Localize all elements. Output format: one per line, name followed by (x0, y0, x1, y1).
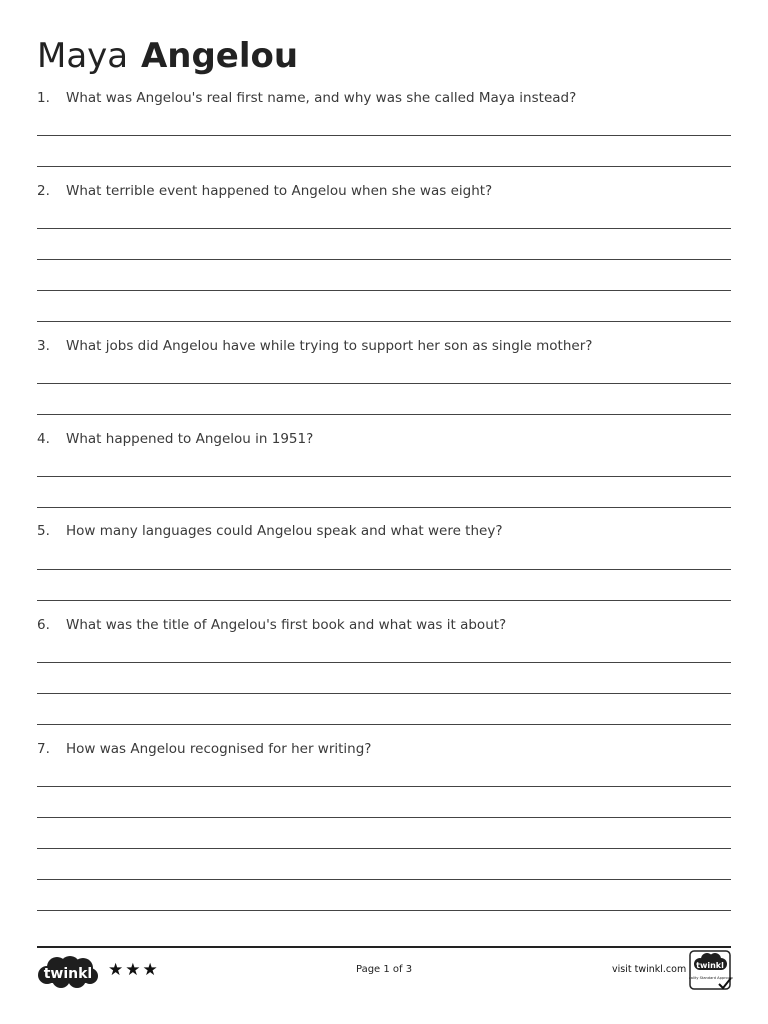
answer-line[interactable] (37, 166, 731, 167)
answer-line[interactable] (37, 321, 731, 322)
answer-line[interactable] (37, 135, 731, 136)
answer-line[interactable] (37, 383, 731, 384)
badge-wordmark: twinkl (696, 961, 724, 970)
question-number: 5. (37, 523, 50, 539)
visit-website-link[interactable]: visit twinkl.com (612, 964, 687, 975)
answer-line[interactable] (37, 414, 731, 415)
answer-line[interactable] (37, 600, 731, 601)
question-number: 2. (37, 183, 50, 199)
answer-line[interactable] (37, 259, 731, 260)
twinkl-logo-icon (37, 955, 99, 989)
question-number: 1. (37, 90, 50, 106)
question-text: What was the title of Angelou's first book and what was it about? (66, 617, 507, 633)
answer-line[interactable] (37, 693, 731, 694)
question-number: 7. (37, 741, 50, 757)
title-first-name: Maya (37, 36, 129, 76)
question-6 (37, 616, 506, 634)
answer-line[interactable] (37, 569, 731, 570)
question-text: What happened to Angelou in 1951? (66, 431, 314, 447)
logo-wordmark: twinkl (43, 966, 93, 982)
question-5 (37, 522, 503, 540)
answer-line[interactable] (37, 786, 731, 787)
worksheet-title (37, 36, 298, 76)
question-text: What jobs did Angelou have while trying to support her son as single mother? (66, 338, 593, 354)
answer-line[interactable] (37, 879, 731, 880)
badge-caption: Quality Standard Approved (689, 976, 733, 980)
answer-line[interactable] (37, 290, 731, 291)
footer-divider (37, 946, 731, 948)
answer-line[interactable] (37, 848, 731, 849)
question-7 (37, 740, 371, 758)
page-number: Page 1 of 3 (356, 964, 413, 975)
answer-line[interactable] (37, 817, 731, 818)
answer-line[interactable] (37, 476, 731, 477)
title-surname: Angelou (140, 36, 299, 76)
question-number: 3. (37, 338, 50, 354)
question-2 (37, 182, 492, 200)
question-number: 4. (37, 431, 50, 447)
question-number: 6. (37, 617, 50, 633)
twinkl-logo (37, 955, 99, 993)
question-1 (37, 89, 576, 107)
question-text: How was Angelou recognised for her writing? (66, 741, 372, 757)
answer-line[interactable] (37, 662, 731, 663)
rating-stars-icon: ★★★ (108, 960, 160, 980)
answer-line[interactable] (37, 724, 731, 725)
answer-line[interactable] (37, 228, 731, 229)
quality-standard-badge-icon (689, 950, 733, 996)
answer-line[interactable] (37, 507, 731, 508)
question-4 (37, 430, 313, 448)
question-3 (37, 337, 592, 355)
answer-line[interactable] (37, 910, 731, 911)
question-text: What terrible event happened to Angelou when she was eight? (66, 183, 493, 199)
question-text: What was Angelou's real first name, and why was she called Maya instead? (66, 90, 577, 106)
question-text: How many languages could Angelou speak and what were they? (66, 523, 503, 539)
